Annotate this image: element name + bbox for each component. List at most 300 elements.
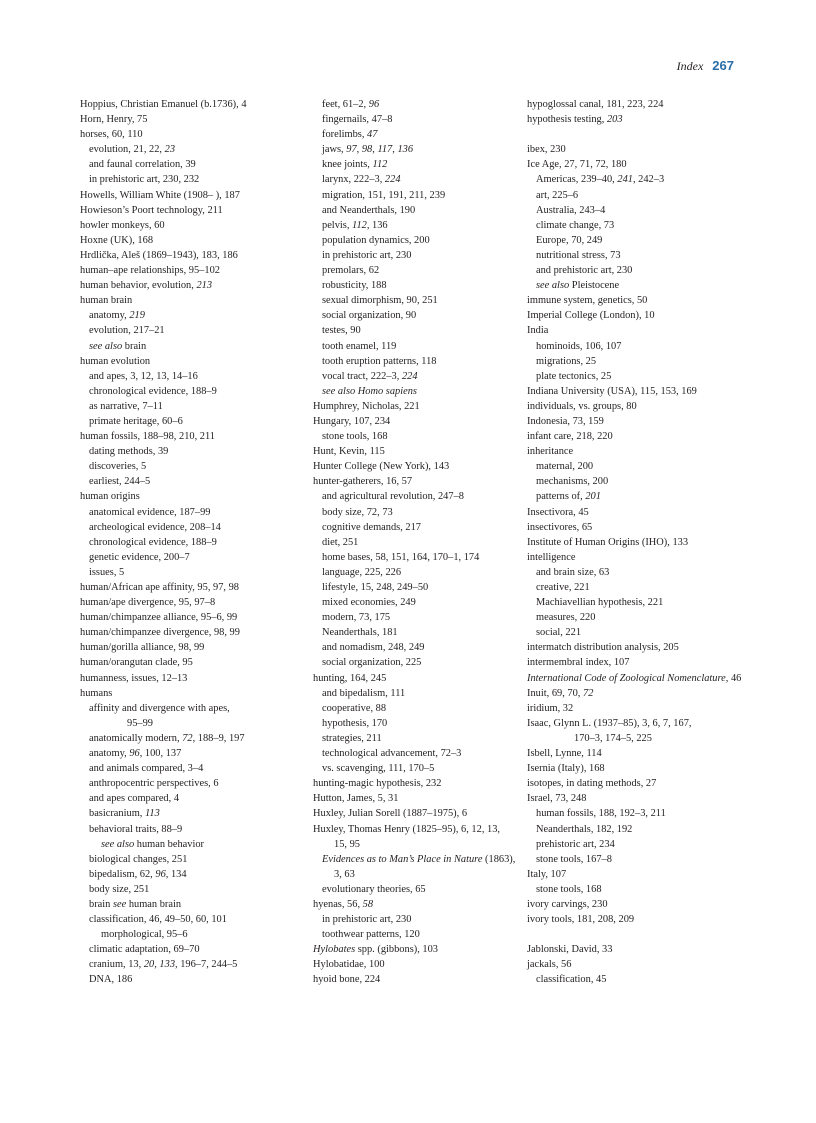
index-text: jackals, 56 bbox=[527, 959, 572, 971]
index-text: horses, 60, 110 bbox=[80, 129, 143, 141]
index-text: , 46 bbox=[725, 672, 742, 684]
index-entry bbox=[527, 640, 742, 655]
index-text: Hutton, James, 5, 31 bbox=[313, 793, 399, 805]
index-text: intermembral index, 107 bbox=[527, 657, 630, 669]
index-subentry bbox=[527, 474, 742, 489]
index-subentry bbox=[80, 369, 285, 384]
index-subentry bbox=[313, 731, 513, 746]
index-subentry bbox=[527, 822, 742, 837]
index-text: 15, 95 bbox=[334, 838, 360, 850]
index-subentry bbox=[527, 610, 742, 625]
index-text: Hylobatidae, 100 bbox=[313, 959, 385, 971]
index-subentry bbox=[80, 459, 285, 474]
index-text: Horn, Henry, 75 bbox=[80, 114, 148, 126]
index-subentry bbox=[80, 520, 285, 535]
index-text: Inuit, 69, 70, bbox=[527, 687, 583, 699]
index-text: see also bbox=[101, 838, 135, 850]
index-text: hunter-gatherers, 16, 57 bbox=[313, 476, 413, 488]
running-head bbox=[677, 58, 734, 74]
index-entry bbox=[80, 263, 285, 278]
index-entry bbox=[527, 550, 742, 565]
index-text: 72 bbox=[182, 732, 193, 744]
index-text: plate tectonics, 25 bbox=[536, 370, 612, 382]
index-text: International Code of Zoological Nomenclature bbox=[527, 672, 726, 684]
index-subentry bbox=[313, 489, 513, 504]
index-entry bbox=[313, 776, 513, 791]
index-entry bbox=[313, 806, 513, 821]
index-subentry bbox=[527, 972, 742, 987]
index-text: human–ape relationships, 95–102 bbox=[80, 265, 220, 277]
index-text: anatomy, bbox=[89, 310, 130, 322]
index-subentry bbox=[527, 565, 742, 580]
index-text: 219 bbox=[129, 310, 145, 322]
index-text: , 100, 137 bbox=[139, 748, 182, 760]
index-text: and prehistoric art, 230 bbox=[536, 265, 633, 277]
index-subentry bbox=[313, 384, 513, 399]
index-text: brain bbox=[122, 340, 147, 352]
index-text: and bipedalism, 111 bbox=[322, 687, 406, 699]
index-text: 201 bbox=[585, 491, 601, 503]
index-text: mixed economies, 249 bbox=[322, 597, 416, 609]
index-entry bbox=[313, 474, 513, 489]
index-text: as narrative, 7–11 bbox=[89, 400, 163, 412]
index-text: Hrdlička, Aleš (1869–1943), 183, 186 bbox=[80, 249, 238, 261]
index-subentry bbox=[527, 339, 742, 354]
index-subentry bbox=[313, 837, 513, 852]
index-text: DNA, 186 bbox=[89, 974, 133, 986]
index-text: individuals, vs. groups, 80 bbox=[527, 400, 637, 412]
index-subentry bbox=[527, 188, 742, 203]
index-text: behavioral traits, 88–9 bbox=[89, 823, 183, 835]
index-text: larynx, 222–3, bbox=[322, 174, 385, 186]
index-text: human evolution bbox=[80, 355, 151, 367]
index-text: humans bbox=[80, 687, 113, 699]
index-text: chronological evidence, 188–9 bbox=[89, 385, 217, 397]
index-text: Hoxne (UK), 168 bbox=[80, 234, 154, 246]
index-subentry bbox=[527, 278, 742, 293]
index-subentry bbox=[80, 776, 285, 791]
index-entry bbox=[313, 972, 513, 987]
index-subentry bbox=[80, 384, 285, 399]
index-text: Howells, William White (1908– ), 187 bbox=[80, 189, 240, 201]
index-entry bbox=[80, 429, 285, 444]
index-text: Jablonski, David, 33 bbox=[527, 944, 613, 956]
index-subentry bbox=[527, 580, 742, 595]
index-subentry bbox=[80, 474, 285, 489]
index-text: testes, 90 bbox=[322, 325, 361, 337]
index-entry bbox=[80, 354, 285, 369]
index-text: (1863), bbox=[482, 853, 516, 865]
index-text: , bbox=[392, 144, 398, 156]
index-subentry bbox=[313, 97, 513, 112]
index-text: measures, 220 bbox=[536, 612, 596, 624]
index-text: Isbell, Lynne, 114 bbox=[527, 748, 602, 760]
index-text: Americas, 239–40, bbox=[536, 174, 618, 186]
index-text: affinity and divergence with apes, bbox=[89, 702, 230, 714]
index-entry bbox=[313, 791, 513, 806]
index-text: tooth eruption patterns, 118 bbox=[322, 355, 437, 367]
index-text: Humphrey, Nicholas, 221 bbox=[313, 400, 420, 412]
index-text: Hylobates bbox=[313, 944, 356, 956]
index-entry bbox=[527, 97, 742, 112]
index-text: , 188–9, 197 bbox=[192, 732, 245, 744]
index-text: and Neanderthals, 190 bbox=[322, 204, 416, 216]
index-text: hunting-magic hypothesis, 232 bbox=[313, 778, 442, 790]
index-text: hominoids, 106, 107 bbox=[536, 340, 622, 352]
index-subentry bbox=[80, 852, 285, 867]
index-text: 23 bbox=[164, 144, 176, 156]
index-entry bbox=[527, 897, 742, 912]
index-subentry bbox=[527, 625, 742, 640]
index-text: feet, 61–2, bbox=[322, 99, 369, 110]
index-entry bbox=[80, 640, 285, 655]
index-text: mechanisms, 200 bbox=[536, 476, 609, 488]
index-text: evolution, 21, 22, bbox=[89, 144, 165, 156]
index-text: and faunal correlation, 39 bbox=[89, 159, 196, 171]
index-text: Australia, 243–4 bbox=[536, 204, 606, 216]
index-text: , bbox=[372, 144, 378, 156]
index-entry bbox=[527, 716, 742, 731]
index-subentry bbox=[313, 640, 513, 655]
index-text: 112 bbox=[372, 159, 388, 171]
index-subentry bbox=[527, 248, 742, 263]
index-text: India bbox=[527, 325, 549, 337]
index-subentry bbox=[80, 157, 285, 172]
index-text: Isaac, Glynn L. (1937–85), 3, 6, 7, 167, bbox=[527, 717, 692, 729]
index-text: knee joints, bbox=[322, 159, 373, 171]
index-subentry bbox=[313, 293, 513, 308]
index-text: anatomically modern, bbox=[89, 732, 183, 744]
index-text: human fossils, 188, 192–3, 211 bbox=[536, 808, 666, 820]
index-text: Institute of Human Origins (IHO), 133 bbox=[527, 536, 689, 548]
index-subentry bbox=[527, 203, 742, 218]
index-subentry bbox=[313, 263, 513, 278]
index-subentry bbox=[80, 731, 285, 746]
index-subentry bbox=[313, 580, 513, 595]
index-entry bbox=[80, 248, 285, 263]
index-subentry bbox=[313, 550, 513, 565]
index-text: Hunter College (New York), 143 bbox=[313, 461, 450, 473]
index-text: robusticity, 188 bbox=[322, 280, 387, 292]
index-text: 98 bbox=[361, 144, 373, 156]
index-subentry bbox=[80, 927, 285, 942]
index-text: stone tools, 168 bbox=[536, 883, 602, 895]
index-text: human origins bbox=[80, 491, 140, 503]
index-text: human behavior, evolution, bbox=[80, 280, 197, 292]
index-entry bbox=[527, 655, 742, 670]
index-entry bbox=[80, 188, 285, 203]
index-text: , 242–3 bbox=[632, 174, 665, 186]
index-text: and brain size, 63 bbox=[536, 566, 610, 578]
index-entry bbox=[527, 399, 742, 414]
index-text: 3, 63 bbox=[334, 868, 355, 880]
index-gap bbox=[527, 927, 742, 942]
index-subentry bbox=[527, 882, 742, 897]
index-text: , 134 bbox=[165, 868, 187, 880]
index-subentry bbox=[80, 142, 285, 157]
index-text: 117 bbox=[377, 144, 393, 156]
index-text: fingernails, 47–8 bbox=[322, 114, 393, 126]
index-text: classification, 45 bbox=[536, 974, 607, 986]
index-entry bbox=[527, 414, 742, 429]
index-text: technological advancement, 72–3 bbox=[322, 748, 462, 760]
index-text: lifestyle, 15, 248, 249–50 bbox=[322, 582, 429, 593]
index-entry bbox=[313, 942, 513, 957]
index-entry bbox=[80, 489, 285, 504]
index-subentry bbox=[313, 505, 513, 520]
index-text: vs. scavenging, 111, 170–5 bbox=[322, 763, 435, 775]
index-entry bbox=[527, 157, 742, 172]
index-entry bbox=[527, 384, 742, 399]
index-text: spp. (gibbons), 103 bbox=[355, 944, 438, 956]
index-subentry bbox=[527, 806, 742, 821]
index-text: 224 bbox=[384, 174, 401, 186]
index-subentry bbox=[527, 233, 742, 248]
index-subentry bbox=[80, 972, 285, 987]
index-text: modern, 73, 175 bbox=[322, 612, 391, 624]
index-text: tooth enamel, 119 bbox=[322, 340, 397, 352]
index-text: isotopes, in dating methods, 27 bbox=[527, 778, 657, 790]
index-subentry bbox=[313, 701, 513, 716]
index-text: 72 bbox=[583, 687, 594, 699]
index-text: vocal tract, 222–3, bbox=[322, 370, 402, 382]
index-text: immune system, genetics, 50 bbox=[527, 295, 648, 307]
index-text: anthropocentric perspectives, 6 bbox=[89, 778, 219, 790]
index-subentry bbox=[527, 489, 742, 504]
index-text: cranium, 13, bbox=[89, 959, 144, 971]
index-text: nutritional stress, 73 bbox=[536, 249, 621, 261]
index-subentry bbox=[313, 157, 513, 172]
index-text: brain bbox=[89, 898, 113, 910]
index-entry bbox=[527, 867, 742, 882]
index-text: cognitive demands, 217 bbox=[322, 521, 421, 533]
index-text: 97 bbox=[346, 144, 357, 156]
index-subentry bbox=[80, 308, 285, 323]
index-text: home bases, 58, 151, 164, 170–1, 174 bbox=[322, 551, 480, 563]
index-text: ibex, 230 bbox=[527, 144, 566, 156]
index-entry bbox=[313, 822, 513, 837]
index-subentry bbox=[80, 716, 285, 731]
index-text: body size, 72, 73 bbox=[322, 506, 393, 518]
index-entry bbox=[80, 625, 285, 640]
index-text: evolution, 217–21 bbox=[89, 325, 165, 337]
index-column-3 bbox=[527, 97, 742, 988]
index-text: biological changes, 251 bbox=[89, 853, 188, 865]
index-subentry bbox=[313, 354, 513, 369]
index-text: strategies, 211 bbox=[322, 732, 382, 744]
index-text: Pleistocene bbox=[569, 280, 620, 292]
index-text: hyenas, 56, bbox=[313, 898, 363, 910]
index-subentry bbox=[313, 172, 513, 187]
index-text: 112 bbox=[352, 219, 367, 231]
index-text: dating methods, 39 bbox=[89, 446, 169, 458]
index-text: art, 225–6 bbox=[536, 189, 579, 201]
index-text: 224 bbox=[401, 370, 418, 382]
index-text: maternal, 200 bbox=[536, 461, 594, 473]
index-subentry bbox=[527, 459, 742, 474]
index-text: infant care, 218, 220 bbox=[527, 431, 613, 443]
index-subentry bbox=[527, 852, 742, 867]
index-text: human/ape divergence, 95, 97–8 bbox=[80, 597, 216, 609]
index-text: stone tools, 167–8 bbox=[536, 853, 612, 865]
index-text: 96 bbox=[368, 99, 380, 110]
index-subentry bbox=[313, 142, 513, 157]
index-subentry bbox=[313, 686, 513, 701]
index-entry bbox=[80, 97, 285, 112]
index-entry bbox=[313, 414, 513, 429]
index-text: human/chimpanzee alliance, 95–6, 99 bbox=[80, 612, 238, 624]
index-text: anatomical evidence, 187–99 bbox=[89, 506, 211, 518]
index-text: social, 221 bbox=[536, 627, 582, 639]
index-text: morphological, 95–6 bbox=[101, 929, 188, 941]
index-text: hypothesis, 170 bbox=[322, 717, 388, 729]
index-text: evolutionary theories, 65 bbox=[322, 883, 426, 895]
index-text: Huxley, Thomas Henry (1825–95), 6, 12, 13, bbox=[313, 823, 501, 835]
index-subentry bbox=[313, 595, 513, 610]
index-entry bbox=[527, 535, 742, 550]
index-text: 203 bbox=[606, 114, 623, 126]
index-text: human/gorilla alliance, 98, 99 bbox=[80, 642, 205, 654]
index-subentry bbox=[313, 912, 513, 927]
index-subentry bbox=[313, 761, 513, 776]
index-entry bbox=[527, 671, 742, 686]
index-text: discoveries, 5 bbox=[89, 461, 147, 473]
index-entry bbox=[527, 142, 742, 157]
index-text: and nomadism, 248, 249 bbox=[322, 642, 425, 654]
index-subentry bbox=[80, 399, 285, 414]
index-entry bbox=[527, 761, 742, 776]
index-subentry bbox=[313, 852, 516, 867]
index-subentry bbox=[80, 822, 285, 837]
index-subentry bbox=[313, 535, 513, 550]
index-text: language, 225, 226 bbox=[322, 566, 402, 578]
index-subentry bbox=[313, 323, 513, 338]
index-entry bbox=[80, 218, 285, 233]
index-subentry bbox=[80, 761, 285, 776]
index-text: archeological evidence, 208–14 bbox=[89, 521, 221, 533]
index-entry bbox=[80, 686, 285, 701]
index-entry bbox=[527, 942, 742, 957]
index-text: insectivores, 65 bbox=[527, 521, 593, 533]
index-text: Hunt, Kevin, 115 bbox=[313, 446, 385, 458]
index-text: Evidences as to Man’s Place in Nature bbox=[322, 853, 483, 865]
index-text: earliest, 244–5 bbox=[89, 476, 151, 488]
index-subentry bbox=[527, 218, 742, 233]
index-text: ivory tools, 181, 208, 209 bbox=[527, 914, 635, 926]
index-subentry bbox=[313, 610, 513, 625]
index-text: human behavior bbox=[134, 838, 205, 850]
index-text: Israel, 73, 248 bbox=[527, 793, 587, 805]
index-subentry bbox=[313, 369, 513, 384]
index-entry bbox=[527, 776, 742, 791]
index-text: migration, 151, 191, 211, 239 bbox=[322, 189, 446, 201]
index-subentry bbox=[80, 414, 285, 429]
index-text: 20 bbox=[143, 959, 155, 971]
page-number: 267 bbox=[712, 58, 734, 73]
index-subentry bbox=[527, 595, 742, 610]
index-text: see also bbox=[89, 340, 123, 352]
index-subentry bbox=[80, 444, 285, 459]
index-subentry bbox=[313, 218, 513, 233]
index-subentry bbox=[527, 731, 742, 746]
index-text: climatic adaptation, 69–70 bbox=[89, 944, 200, 956]
index-entry bbox=[527, 686, 742, 701]
index-subentry bbox=[80, 791, 285, 806]
index-text: human/African ape affinity, 95, 97, 98 bbox=[80, 582, 239, 593]
index-entry bbox=[527, 701, 742, 716]
index-text: 136 bbox=[397, 144, 414, 156]
index-text: in prehistoric art, 230 bbox=[322, 914, 412, 926]
index-entry bbox=[527, 444, 742, 459]
index-text: creative, 221 bbox=[536, 582, 590, 593]
index-subentry bbox=[527, 172, 742, 187]
index-subentry bbox=[80, 701, 285, 716]
index-text: 241 bbox=[617, 174, 633, 186]
index-entry bbox=[527, 429, 742, 444]
index-text: social organization, 90 bbox=[322, 310, 417, 322]
running-head-title: Index bbox=[676, 59, 704, 73]
index-text: 213 bbox=[196, 280, 213, 292]
index-subentry bbox=[313, 655, 513, 670]
index-entry bbox=[527, 520, 742, 535]
index-subentry bbox=[313, 308, 513, 323]
index-text: chronological evidence, 188–9 bbox=[89, 536, 217, 548]
index-subentry bbox=[313, 716, 513, 731]
index-entry bbox=[527, 912, 742, 927]
index-entry bbox=[313, 957, 513, 972]
index-subentry bbox=[313, 746, 513, 761]
index-text: Hungary, 107, 234 bbox=[313, 415, 391, 427]
index-text: pelvis, bbox=[322, 219, 353, 231]
index-subentry bbox=[313, 278, 513, 293]
index-text: social organization, 225 bbox=[322, 657, 422, 669]
index-subentry bbox=[80, 565, 285, 580]
index-text: prehistoric art, 234 bbox=[536, 838, 615, 850]
index-entry bbox=[80, 671, 285, 686]
index-text: ivory carvings, 230 bbox=[527, 898, 608, 910]
index-subentry bbox=[80, 882, 285, 897]
index-text: see also bbox=[536, 280, 570, 292]
index-text: premolars, 62 bbox=[322, 265, 380, 277]
index-text: Ice Age, 27, 71, 72, 180 bbox=[527, 159, 627, 171]
index-subentry bbox=[80, 550, 285, 565]
index-entry bbox=[80, 278, 285, 293]
index-entry bbox=[527, 308, 742, 323]
index-entry bbox=[313, 399, 513, 414]
index-entry bbox=[80, 580, 285, 595]
index-text: issues, 5 bbox=[89, 566, 125, 578]
index-subentry bbox=[313, 565, 513, 580]
index-text: 47 bbox=[367, 129, 378, 141]
index-entry bbox=[527, 746, 742, 761]
index-text: anatomy, bbox=[89, 748, 130, 760]
index-text: 170–3, 174–5, 225 bbox=[574, 732, 652, 744]
index-text: climate change, 73 bbox=[536, 219, 615, 231]
index-text: 96 bbox=[155, 868, 166, 880]
index-column-2 bbox=[313, 97, 516, 988]
index-subentry bbox=[527, 354, 742, 369]
index-text: hypothesis testing, bbox=[527, 114, 607, 126]
index-text: genetic evidence, 200–7 bbox=[89, 551, 190, 563]
index-text: Indonesia, 73, 159 bbox=[527, 415, 604, 427]
index-subentry bbox=[313, 203, 513, 218]
index-subentry bbox=[313, 248, 513, 263]
index-subentry bbox=[313, 188, 513, 203]
index-text: Europe, 70, 249 bbox=[536, 234, 603, 246]
index-subentry bbox=[527, 369, 742, 384]
index-subentry bbox=[313, 867, 513, 882]
index-text: and agricultural revolution, 247–8 bbox=[322, 491, 464, 503]
